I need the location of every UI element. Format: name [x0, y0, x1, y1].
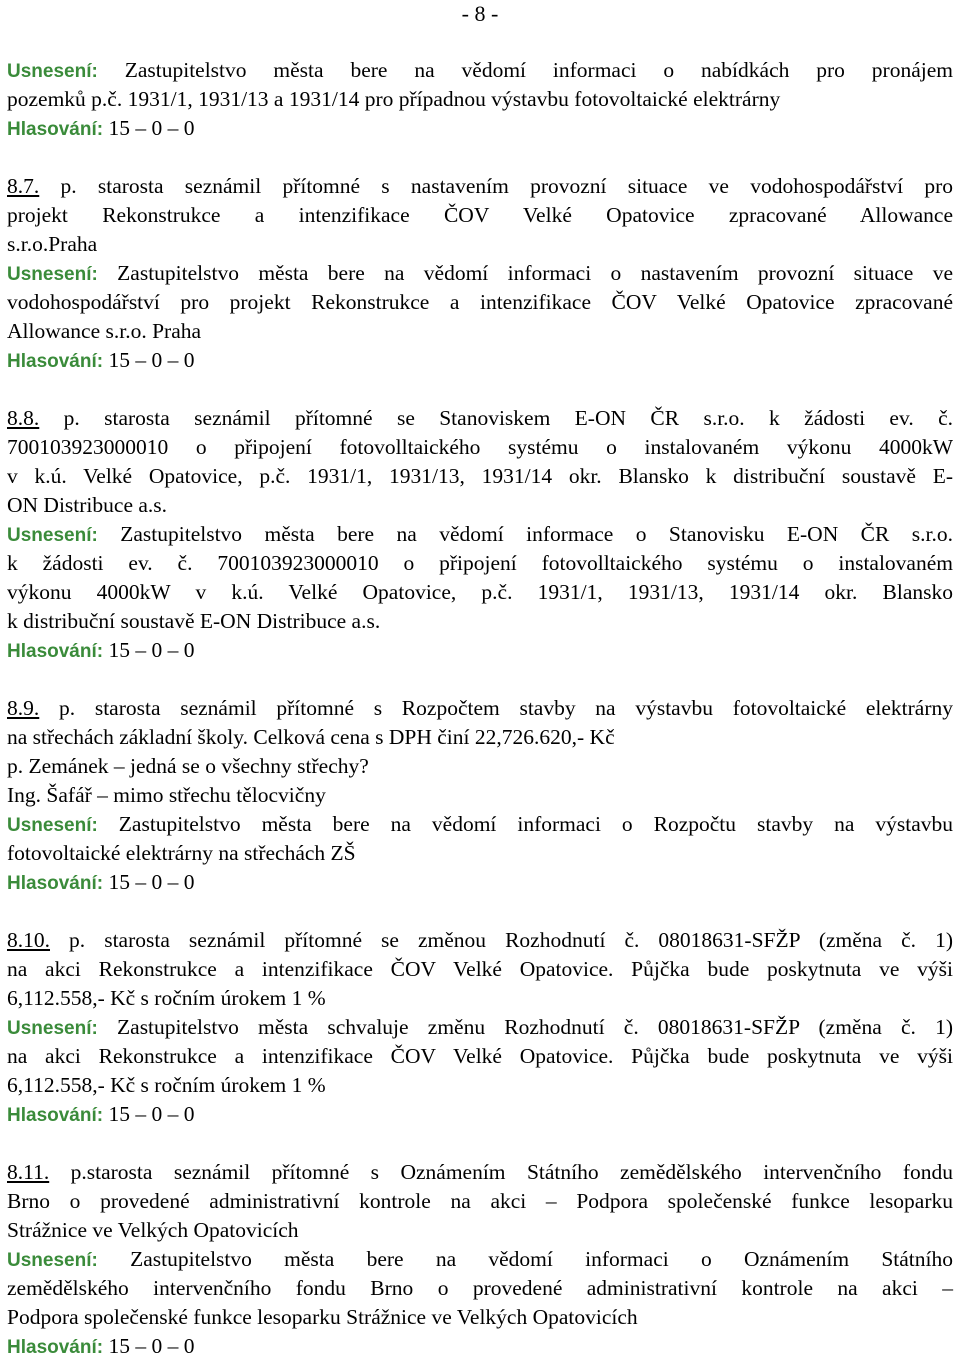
resolution-text: Zastupitelstvo města bere na vědomí informaci o Oznámením Státního: [97, 1247, 953, 1271]
vote-result: 15 – 0 – 0: [103, 116, 195, 140]
resolution-label: Usnesení:: [7, 1250, 98, 1271]
resolution-line: [7, 520, 953, 549]
resolution-text: Zastupitelstvo města bere na vědomí informaci o nastavením provozní situace ve: [97, 261, 953, 285]
vote-result: 15 – 0 – 0: [103, 870, 195, 894]
vote-label: Hlasování:: [7, 1105, 104, 1126]
vote-result: 15 – 0 – 0: [103, 1334, 195, 1358]
item-text-line: projekt Rekonstrukce a intenzifikace ČOV Velké Opatovice zpracované Allowance: [7, 203, 953, 227]
agenda-item-8-8: [7, 404, 953, 665]
resolution-line: [7, 1013, 953, 1042]
spacer: [7, 143, 953, 172]
item-text: p.starosta seznámil přítomné s Oznámením Státního zemědělského intervenčního fondu: [49, 1160, 953, 1184]
vote-label: Hlasování:: [7, 351, 104, 372]
resolution-text: Zastupitelstvo města bere na vědomí informace o Stanovisku E-ON ČR s.r.o.: [97, 522, 953, 546]
item-line: [7, 926, 953, 955]
vote-line: [7, 868, 953, 897]
item-text-line: Brno o provedené administrativní kontrole na akci – Podpora společenské funkce lesoparku: [7, 1189, 953, 1213]
item-number: 8.10.: [7, 928, 50, 952]
resolution-line: [7, 259, 953, 288]
item-text-line: ON Distribuce a.s.: [7, 493, 168, 517]
item-text: p. starosta seznámil přítomné se změnou Rozhodnutí č. 08018631-SFŽP (změna č. 1): [50, 928, 953, 952]
agenda-item-8-9: [7, 694, 953, 897]
item-text-line: Ing. Šafář – mimo střechu tělocvičny: [7, 783, 326, 807]
spacer: [7, 665, 953, 694]
resolution-label: Usnesení:: [7, 525, 98, 546]
resolution-text-line: k distribuční soustavě E-ON Distribuce a.s.: [7, 609, 381, 633]
resolution-text-line: Allowance s.r.o. Praha: [7, 319, 202, 343]
vote-label: Hlasování:: [7, 119, 104, 140]
resolution-line: [7, 56, 953, 85]
resolution-line: [7, 810, 953, 839]
resolution-text-line: na akci Rekonstrukce a intenzifikace ČOV Velké Opatovice. Půjčka bude poskytnuta ve výši: [7, 1044, 953, 1068]
resolution-text-line: zemědělského intervenčního fondu Brno o provedené administrativní kontrole na akci –: [7, 1276, 953, 1300]
vote-line: [7, 1100, 953, 1129]
item-line: [7, 694, 953, 723]
resolution-text-line: výkonu 4000kW v k.ú. Velké Opatovice, p.č. 1931/1, 1931/13, 1931/14 okr. Blansko: [7, 580, 953, 604]
agenda-item-8-11: [7, 1158, 953, 1361]
item-text-line: na střechách základní školy. Celková cena s DPH činí 22,726.620,- Kč: [7, 725, 615, 749]
resolution-label: Usnesení:: [7, 61, 98, 82]
item-text-line: Strážnice ve Velkých Opatovicích: [7, 1218, 299, 1242]
vote-label: Hlasování:: [7, 873, 104, 894]
resolution-text-line: k žádosti ev. č. 700103923000010 o připojení fotovolltaického systému o instalovaném: [7, 551, 953, 575]
spacer: [7, 1129, 953, 1158]
resolution-text-line: 6,112.558,- Kč s ročním úrokem 1 %: [7, 1073, 326, 1097]
resolution-text-line: pozemků p.č. 1931/1, 1931/13 a 1931/14 pro případnou výstavbu fotovoltaické elektrárny: [7, 87, 781, 111]
agenda-item-8-10: [7, 926, 953, 1129]
item-line: [7, 1158, 953, 1187]
resolution-text: Zastupitelstvo města bere na vědomí informaci o Rozpočtu stavby na výstavbu: [97, 812, 953, 836]
resolution-text: Zastupitelstvo města schvaluje změnu Rozhodnutí č. 08018631-SFŽP (změna č. 1): [97, 1015, 953, 1039]
resolution-text: Zastupitelstvo města bere na vědomí informaci o nabídkách pro pronájem: [97, 58, 953, 82]
resolution-label: Usnesení:: [7, 264, 98, 285]
spacer: [7, 897, 953, 926]
vote-line: [7, 346, 953, 375]
vote-label: Hlasování:: [7, 1337, 104, 1358]
spacer: [7, 375, 953, 404]
resolution-text-line: Podpora společenské funkce lesoparku Strážnice ve Velkých Opatovicích: [7, 1305, 638, 1329]
document-body: [7, 56, 953, 1361]
resolution-text-line: fotovoltaické elektrárny na střechách ZŠ: [7, 841, 356, 865]
item-line: [7, 404, 953, 433]
item-text-line: 700103923000010 o připojení fotovolltaického systému o instalovaném výkonu 4000kW: [7, 435, 953, 459]
resolution-text-line: vodohospodářství pro projekt Rekonstrukce a intenzifikace ČOV Velké Opatovice zpracované: [7, 290, 953, 314]
item-text: p. starosta seznámil přítomné s nastavením provozní situace ve vodohospodářství pro: [39, 174, 953, 198]
vote-result: 15 – 0 – 0: [103, 638, 195, 662]
item-number: 8.8.: [7, 406, 40, 430]
item-text: p. starosta seznámil přítomné se Stanoviskem E-ON ČR s.r.o. k žádosti ev. č.: [39, 406, 953, 430]
resolution-line: [7, 1245, 953, 1274]
page-number: - 8 -: [461, 1, 499, 26]
resolution-label: Usnesení:: [7, 1018, 98, 1039]
item-text-line: 6,112.558,- Kč s ročním úrokem 1 %: [7, 986, 326, 1010]
vote-line: [7, 1332, 953, 1361]
vote-result: 15 – 0 – 0: [103, 348, 195, 372]
vote-line: [7, 636, 953, 665]
vote-label: Hlasování:: [7, 641, 104, 662]
item-text-line: v k.ú. Velké Opatovice, p.č. 1931/1, 1931/13, 1931/14 okr. Blansko k distribuční soustavě E-: [7, 464, 953, 488]
item-text-line: p. Zemánek – jedná se o všechny střechy?: [7, 754, 369, 778]
item-number: 8.7.: [7, 174, 40, 198]
vote-line: [7, 114, 953, 143]
item-number: 8.11.: [7, 1160, 50, 1184]
item-number: 8.9.: [7, 696, 40, 720]
agenda-item-8-7: [7, 172, 953, 375]
resolution-block-pronajem: [7, 56, 953, 143]
item-line: [7, 172, 953, 201]
item-text-line: na akci Rekonstrukce a intenzifikace ČOV Velké Opatovice. Půjčka bude poskytnuta ve výši: [7, 957, 953, 981]
resolution-label: Usnesení:: [7, 815, 98, 836]
item-text: p. starosta seznámil přítomné s Rozpočtem stavby na výstavbu fotovoltaické elektrárny: [39, 696, 953, 720]
item-text-line: s.r.o.Praha: [7, 232, 98, 256]
vote-result: 15 – 0 – 0: [103, 1102, 195, 1126]
